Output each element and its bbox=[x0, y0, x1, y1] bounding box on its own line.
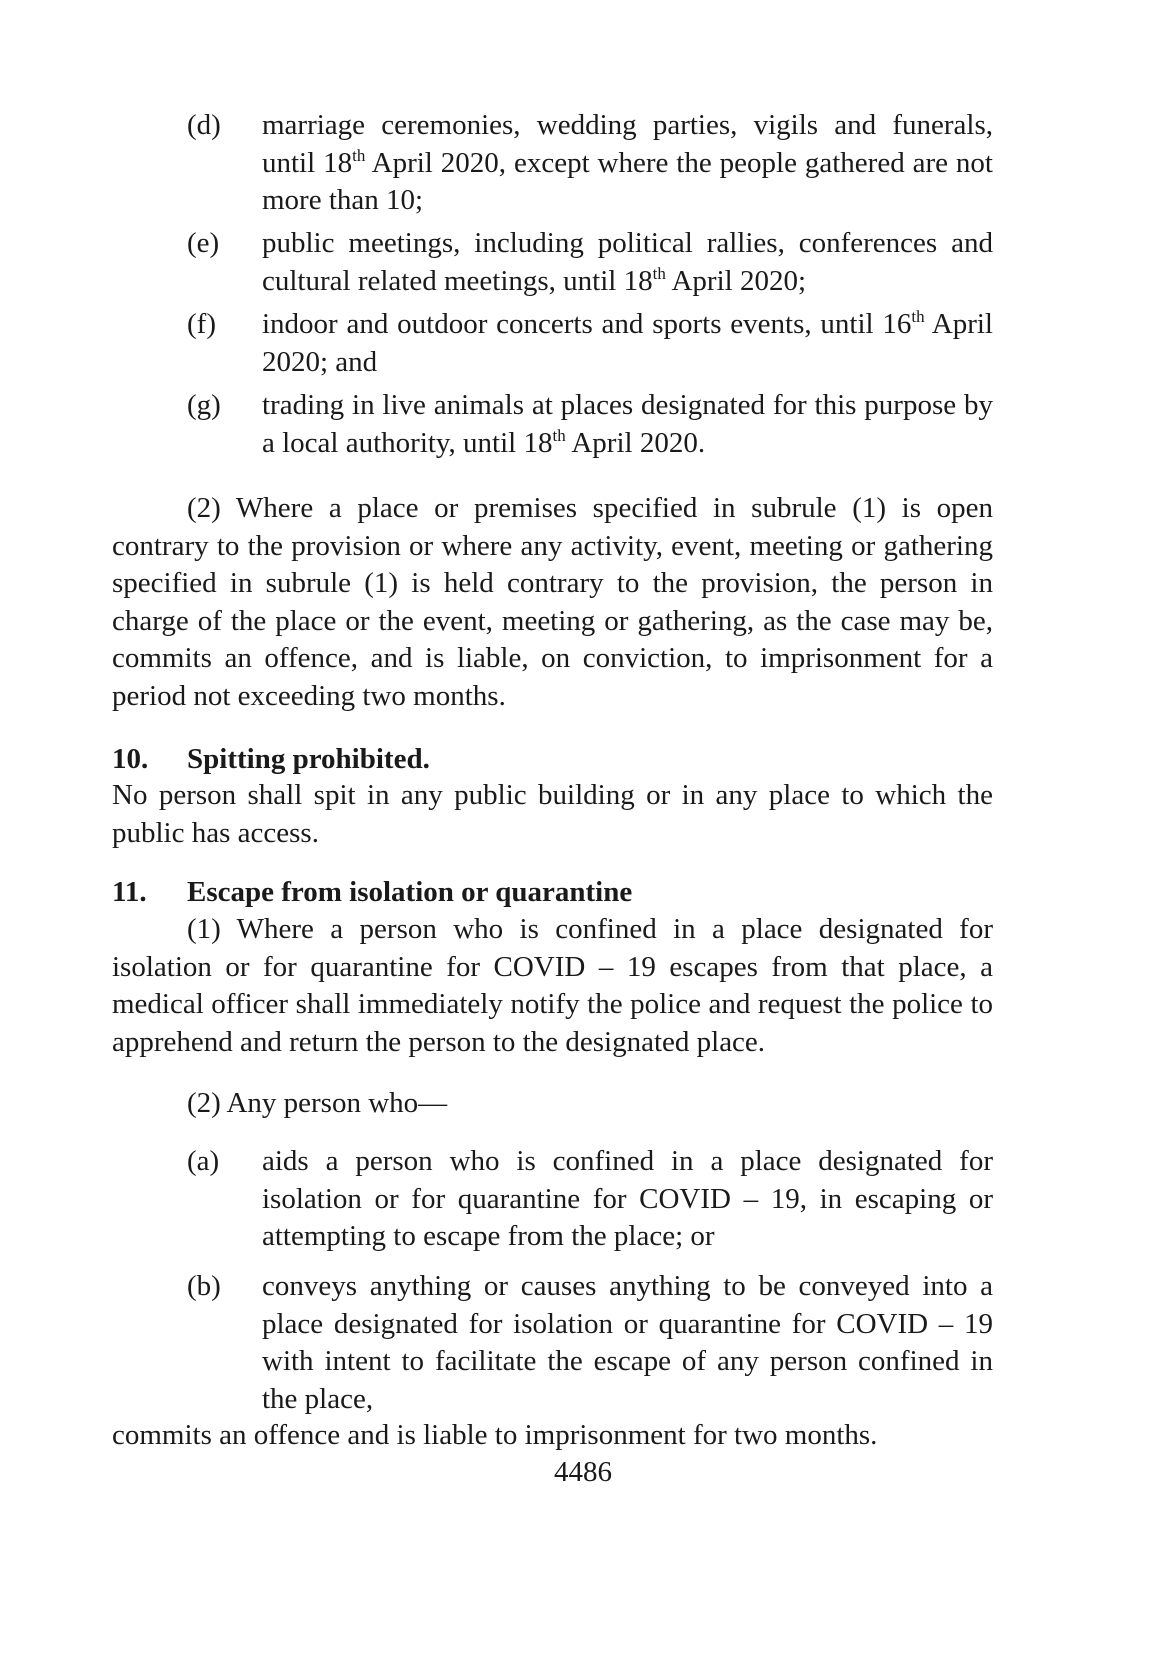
section-10-text: No person shall spit in any public building or in any place to which the public has access. bbox=[112, 779, 993, 849]
closing-clause: commits an offence and is liable to imprisonment for two months. bbox=[112, 1419, 878, 1451]
item-text: trading in live animals at places designated for this purpose by a local authority, until 18th April 2020. bbox=[262, 389, 993, 459]
item-text: marriage ceremonies, wedding parties, vigils and funerals, until 18th April 2020, except where the people gathered are not more than 10; bbox=[262, 109, 993, 216]
section-11-heading bbox=[112, 874, 632, 912]
item-label: (a) bbox=[187, 1145, 220, 1177]
item-text: aids a person who is confined in a place designated for isolation or for quarantine for COVID – 19, in escaping or attempting to escape from the place; or bbox=[262, 1145, 993, 1252]
item-label: (d) bbox=[187, 109, 221, 141]
item-label: (b) bbox=[187, 1270, 221, 1302]
item-text: public meetings, including political rallies, conferences and cultural related meetings, until 18th April 2020; bbox=[262, 227, 993, 297]
section-title: Spitting prohibited. bbox=[187, 743, 430, 775]
item-label: (g) bbox=[187, 389, 221, 421]
item-label: (e) bbox=[187, 227, 220, 259]
section-number: 10. bbox=[112, 743, 149, 775]
section-10-heading bbox=[112, 741, 430, 779]
item-label: (f) bbox=[187, 308, 216, 340]
section-title: Escape from isolation or quarantine bbox=[187, 876, 633, 908]
section-11-subsection-2-intro: (2) Any person who— bbox=[187, 1087, 448, 1119]
section-number: 11. bbox=[112, 876, 147, 908]
page-number: 4486 bbox=[554, 1456, 612, 1488]
section-11-subsection-1: (1) Where a person who is confined in a place designated for isolation or for quarantine for COVID – 19 escapes from that place, a medical officer shall immediately notify the police and request the police to apprehend and return the person to the designated place. bbox=[112, 913, 993, 1058]
subrule-2-paragraph: (2) Where a place or premises specified in subrule (1) is open contrary to the provision or where any activity, event, meeting or gathering specified in subrule (1) is held contrary to the provision, the person in charge of the place or the event, meeting or gathering, as the case may be, commits an offence, and is liable, on conviction, to imprisonment for a period not exceeding two months. bbox=[112, 492, 993, 712]
item-text: conveys anything or causes anything to be conveyed into a place designated for isolation or quarantine for COVID – 19 with intent to facilitate the escape of any person confined in the place, bbox=[262, 1270, 993, 1415]
item-text: indoor and outdoor concerts and sports events, until 16th April 2020; and bbox=[262, 307, 993, 378]
